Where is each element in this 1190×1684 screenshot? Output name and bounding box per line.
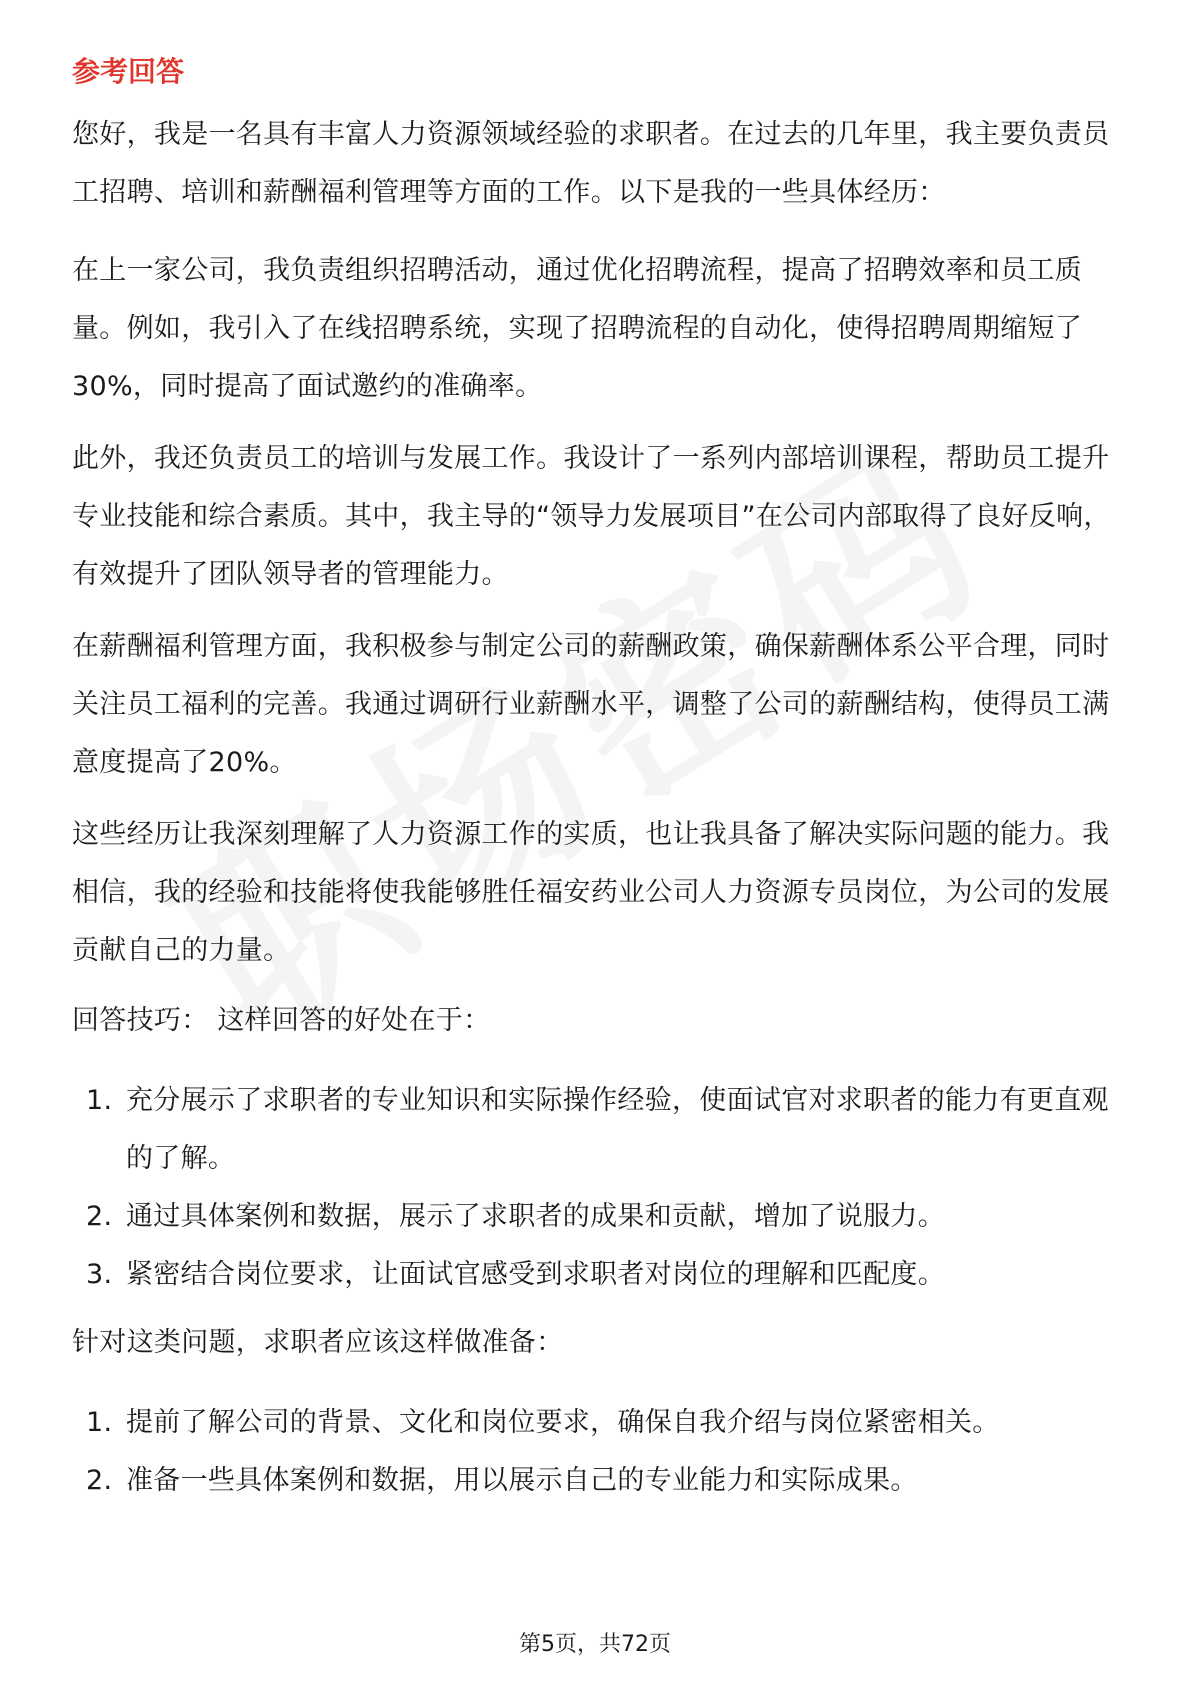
list-item <box>72 1452 1120 1510</box>
paragraph-compensation: 在薪酬福利管理方面，我积极参与制定公司的薪酬政策，确保薪酬体系公平合理，同时关注员工福利的完善。我通过调研行业薪酬水平，调整了公司的薪酬结构，使得员工满意度提高了20%。 <box>72 631 1110 778</box>
list-number: 2. <box>86 1465 113 1496</box>
paragraph-recruitment: 在上一家公司，我负责组织招聘活动，通过优化招聘流程，提高了招聘效率和员工质量。例如，我引入了在线招聘系统，实现了招聘流程的自动化，使得招聘周期缩短了30%，同时提高了面试邀约的准确率。 <box>72 255 1083 402</box>
page-footer: 第5页，共72页 <box>519 1632 671 1657</box>
list-number: 1. <box>86 1407 113 1438</box>
list-text: 提前了解公司的背景、文化和岗位要求，确保自我介绍与岗位紧密相关。 <box>126 1407 1000 1438</box>
list-text: 准备一些具体案例和数据，用以展示自己的专业能力和实际成果。 <box>126 1465 918 1496</box>
list-number: 1. <box>86 1085 113 1116</box>
paragraph-intro: 您好，我是一名具有丰富人力资源领域经验的求职者。在过去的几年里，我主要负责员工招聘、培训和薪酬福利管理等方面的工作。以下是我的一些具体经历： <box>72 119 1110 208</box>
list-text: 充分展示了求职者的专业知识和实际操作经验，使面试官对求职者的能力有更直观的了解。 <box>126 1085 1109 1174</box>
list-text: 通过具体案例和数据，展示了求职者的成果和贡献，增加了说服力。 <box>126 1201 945 1232</box>
list-number: 3. <box>86 1259 113 1290</box>
list-item <box>72 1394 1120 1452</box>
prep-intro: 针对这类问题，求职者应该这样做准备： <box>72 1327 564 1358</box>
paragraph-conclusion: 这些经历让我深刻理解了人力资源工作的实质，也让我具备了解决实际问题的能力。我相信，我的经验和技能将使我能够胜任福安药业公司人力资源专员岗位，为公司的发展贡献自己的力量。 <box>72 819 1110 966</box>
list-number: 2. <box>86 1201 113 1232</box>
section-heading: 参考回答 <box>72 55 185 88</box>
tips-intro: 回答技巧： 这样回答的好处在于： <box>72 1005 491 1036</box>
list-text: 紧密结合岗位要求，让面试官感受到求职者对岗位的理解和匹配度。 <box>126 1259 945 1290</box>
prep-list <box>72 1394 1120 1510</box>
list-item <box>72 1072 1120 1188</box>
list-item <box>72 1246 1120 1304</box>
paragraph-training: 此外，我还负责员工的培训与发展工作。我设计了一系列内部培训课程，帮助员工提升专业技能和综合素质。其中，我主导的“领导力发展项目”在公司内部取得了良好反响，有效提升了团队领导者的管理能力。 <box>72 443 1111 590</box>
list-item <box>72 1188 1120 1246</box>
tips-list <box>72 1072 1120 1304</box>
